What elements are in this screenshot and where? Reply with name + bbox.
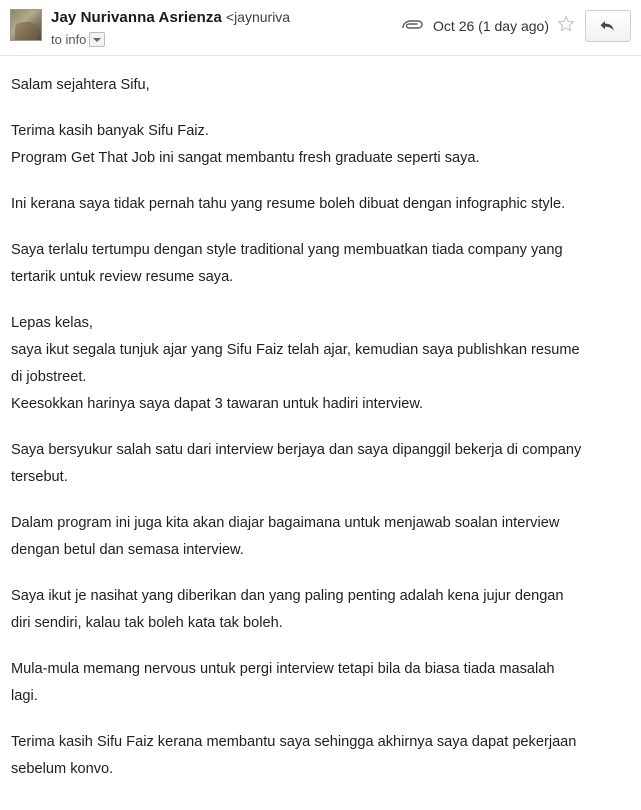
email-line: Salam sejahtera Sifu, (11, 77, 150, 93)
email-paragraph (11, 510, 630, 564)
header-actions (401, 8, 631, 42)
email-body (0, 56, 641, 783)
star-outline-icon[interactable] (557, 15, 575, 37)
email-paragraph (11, 310, 630, 418)
email-paragraph (11, 729, 630, 783)
email-line: Lepas kelas, (11, 315, 93, 331)
email-paragraph (11, 437, 630, 491)
email-line: di jobstreet. (11, 369, 87, 385)
email-paragraph (11, 583, 630, 637)
email-line: lagi. (11, 688, 38, 704)
reply-button[interactable] (585, 10, 631, 42)
email-line: Mula-mula memang nervous untuk pergi interview tetapi bila da biasa tiada masalah (11, 661, 555, 677)
sender-block (51, 8, 401, 47)
email-line: sebelum konvo. (11, 761, 114, 777)
email-line: Terima kasih banyak Sifu Faiz. (11, 123, 209, 139)
email-line: Program Get That Job ini sangat membantu fresh graduate seperti saya. (11, 150, 480, 166)
paperclip-icon[interactable] (401, 18, 423, 34)
email-paragraph (11, 118, 630, 172)
email-line: dengan betul dan semasa interview. (11, 542, 244, 558)
email-line: diri sendiri, kalau tak boleh kata tak boleh. (11, 615, 283, 631)
chevron-down-icon[interactable] (89, 32, 105, 47)
recipient-line (51, 32, 401, 47)
email-line: Saya bersyukur salah satu dari interview berjaya dan saya dipanggil bekerja di company (11, 442, 582, 458)
email-line: Saya terlalu tertumpu dengan style traditional yang membuatkan tiada company yang (11, 242, 563, 258)
email-line: saya ikut segala tunjuk ajar yang Sifu Faiz telah ajar, kemudian saya publishkan resume (11, 342, 580, 358)
email-paragraph (11, 72, 630, 99)
sender-line (51, 9, 401, 27)
email-paragraph (11, 656, 630, 710)
email-line: Ini kerana saya tidak pernah tahu yang resume boleh dibuat dengan infographic style. (11, 196, 566, 212)
reply-arrow-icon (598, 18, 618, 34)
recipient-label: to info (51, 32, 87, 47)
sender-name: Jay Nurivanna Asrienza (51, 9, 222, 26)
email-header-row (10, 8, 631, 47)
email-line: tersebut. (11, 469, 68, 485)
email-line: Keesokkan harinya saya dapat 3 tawaran untuk hadiri interview. (11, 396, 424, 412)
sender-email[interactable]: <jaynuriva (225, 9, 291, 25)
email-line: Terima kasih Sifu Faiz kerana membantu saya sehingga akhirnya saya dapat pekerjaan (11, 734, 577, 750)
avatar (10, 9, 42, 41)
email-header (0, 0, 641, 52)
email-paragraph (11, 191, 630, 218)
email-line: Saya ikut je nasihat yang diberikan dan yang paling penting adalah kena jujur dengan (11, 588, 564, 604)
email-line: tertarik untuk review resume saya. (11, 269, 234, 285)
email-paragraph (11, 237, 630, 291)
email-line: Dalam program ini juga kita akan diajar bagaimana untuk menjawab soalan interview (11, 515, 560, 531)
email-date[interactable]: Oct 26 (1 day ago) (433, 18, 549, 34)
